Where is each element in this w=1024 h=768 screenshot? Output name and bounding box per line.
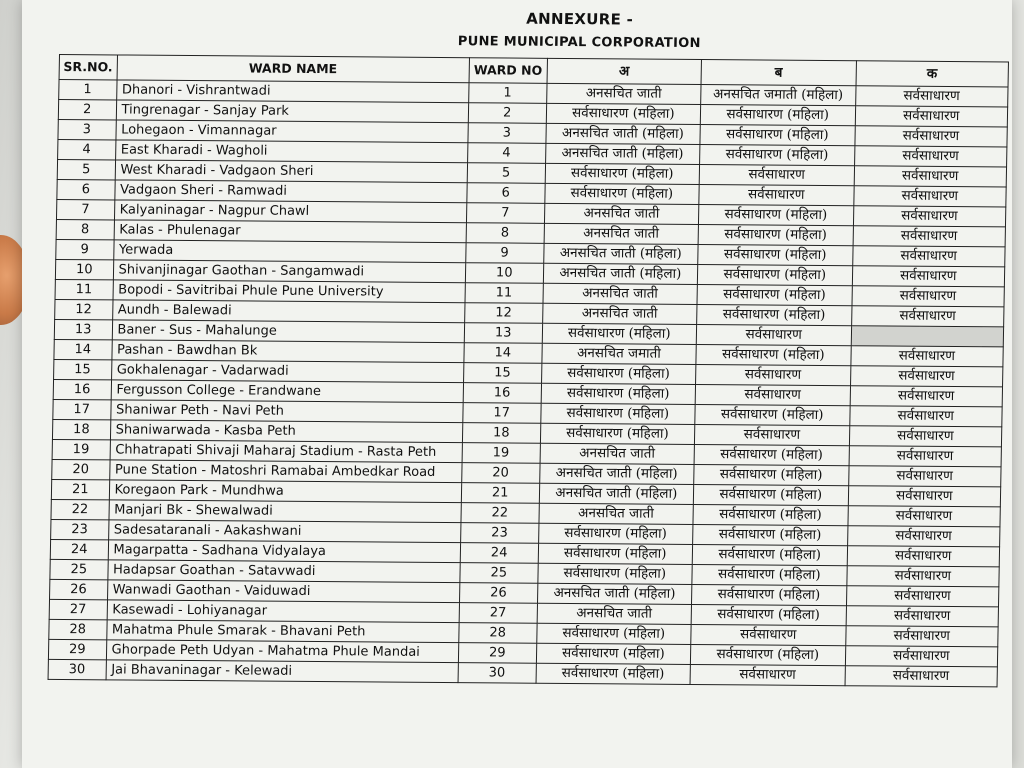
cell-sr-no: 4: [58, 139, 116, 159]
cell-ward-name: Magarpatta - Sadhana Vidyalaya: [108, 540, 461, 563]
cell-ward-no: 7: [466, 203, 544, 224]
column-header-ward-name: WARD NAME: [117, 55, 470, 83]
cell-category-c: सर्वसाधारण: [849, 406, 1002, 427]
cell-category-b: सर्वसाधारण: [691, 624, 846, 645]
cell-sr-no: 8: [56, 219, 114, 239]
cell-category-c: सर्वसाधारण: [851, 306, 1004, 327]
cell-ward-no: 14: [464, 343, 542, 364]
cell-category-b: सर्वसाधारण (महिला): [693, 524, 848, 545]
cell-sr-no: 23: [51, 519, 109, 539]
cell-sr-no: 13: [54, 319, 112, 339]
cell-ward-name: Wanwadi Gaothan - Vaiduwadi: [107, 580, 460, 603]
cell-category-a: अनसचित जाती: [546, 83, 701, 104]
cell-category-c: सर्वसाधारण: [845, 666, 998, 687]
cell-category-b: सर्वसाधारण (महिला): [692, 544, 847, 565]
cell-sr-no: 5: [57, 159, 115, 179]
cell-sr-no: 15: [54, 359, 112, 379]
cell-category-c: [851, 326, 1004, 347]
cell-category-b: सर्वसाधारण: [699, 185, 854, 206]
cell-ward-no: 18: [462, 423, 540, 444]
cell-ward-no: 13: [464, 323, 542, 344]
cell-ward-name: Koregaon Park - Mundhwa: [109, 480, 462, 503]
annexure-document: [46, 0, 1020, 747]
column-header-b: ब: [701, 60, 856, 86]
cell-category-a: अनसचित जाती (महिला): [539, 463, 694, 484]
cell-ward-name: Lohegaon - Vimannagar: [115, 120, 468, 143]
cell-sr-no: 10: [55, 259, 113, 279]
cell-category-a: सर्वसाधारण (महिला): [546, 103, 701, 124]
cell-category-c: सर्वसाधारण: [849, 426, 1002, 447]
cell-category-b: सर्वसाधारण (महिला): [698, 245, 853, 266]
cell-category-b: सर्वसाधारण (महिला): [697, 305, 852, 326]
cell-ward-no: 2: [468, 103, 546, 124]
cell-ward-no: 11: [465, 283, 543, 304]
cell-ward-no: 16: [463, 383, 541, 404]
cell-category-b: सर्वसाधारण (महिला): [697, 265, 852, 286]
cell-ward-no: 27: [459, 603, 537, 624]
cell-category-b: सर्वसाधारण (महिला): [693, 504, 848, 525]
cell-sr-no: 9: [56, 239, 114, 259]
cell-category-b: सर्वसाधारण (महिला): [700, 145, 855, 166]
column-header-a: अ: [547, 58, 702, 84]
cell-ward-name: East Kharadi - Wagholi: [115, 140, 468, 163]
cell-ward-no: 5: [467, 163, 545, 184]
cell-category-b: अनसचित जमाती (महिला): [701, 85, 856, 106]
cell-ward-no: 23: [460, 523, 538, 544]
cell-ward-no: 4: [467, 143, 545, 164]
cell-category-a: सर्वसाधारण (महिला): [544, 183, 699, 204]
cell-sr-no: 22: [51, 499, 109, 519]
cell-ward-no: 22: [461, 503, 539, 524]
cell-sr-no: 14: [54, 339, 112, 359]
cell-sr-no: 19: [52, 439, 110, 459]
cell-category-c: सर्वसाधारण: [848, 486, 1001, 507]
cell-ward-no: 12: [464, 303, 542, 324]
cell-sr-no: 12: [55, 299, 113, 319]
cell-sr-no: 20: [52, 459, 110, 479]
cell-ward-name: Shaniwarwada - Kasba Peth: [110, 420, 463, 443]
cell-sr-no: 3: [58, 119, 116, 139]
cell-category-b: सर्वसाधारण (महिला): [698, 225, 853, 246]
cell-ward-name: Hadapsar Goathan - Satavwadi: [107, 560, 460, 583]
cell-category-a: सर्वसाधारण (महिला): [536, 643, 691, 664]
cell-category-b: सर्वसाधारण (महिला): [696, 345, 851, 366]
cell-category-c: सर्वसाधारण: [855, 106, 1008, 127]
cell-sr-no: 30: [48, 659, 106, 679]
cell-sr-no: 7: [56, 199, 114, 219]
cell-ward-name: Yerwada: [113, 240, 466, 263]
cell-category-c: सर्वसाधारण: [845, 626, 998, 647]
column-header-sr-no: SR.NO.: [59, 54, 117, 79]
cell-category-b: सर्वसाधारण: [696, 365, 851, 386]
cell-sr-no: 17: [53, 399, 111, 419]
cell-sr-no: 24: [50, 539, 108, 559]
cell-sr-no: 18: [52, 419, 110, 439]
cell-category-c: सर्वसाधारण: [846, 566, 999, 587]
cell-category-c: सर्वसाधारण: [855, 86, 1008, 107]
column-header-c: क: [856, 61, 1009, 87]
cell-category-c: सर्वसाधारण: [853, 206, 1006, 227]
ward-reservation-table: [48, 54, 1009, 687]
cell-category-c: सर्वसाधारण: [847, 506, 1000, 527]
cell-sr-no: 6: [57, 179, 115, 199]
cell-ward-no: 9: [466, 243, 544, 264]
cell-ward-name: Fergusson College - Erandwane: [111, 380, 464, 403]
cell-category-c: सर्वसाधारण: [850, 366, 1003, 387]
cell-category-c: सर्वसाधारण: [852, 246, 1005, 267]
cell-category-b: सर्वसाधारण (महिला): [691, 604, 846, 625]
cell-sr-no: 29: [48, 639, 106, 659]
cell-category-a: सर्वसाधारण (महिला): [538, 523, 693, 544]
cell-category-a: अनसचित जाती (महिला): [537, 583, 692, 604]
cell-sr-no: 27: [49, 599, 107, 619]
cell-ward-no: 24: [460, 543, 538, 564]
document-subtitle: PUNE MUNICIPAL CORPORATION: [457, 34, 701, 52]
cell-category-b: सर्वसाधारण (महिला): [700, 105, 855, 126]
cell-category-a: सर्वसाधारण (महिला): [541, 363, 696, 384]
cell-ward-no: 6: [467, 183, 545, 204]
cell-category-c: सर्वसाधारण: [849, 446, 1002, 467]
cell-category-c: सर्वसाधारण: [851, 286, 1004, 307]
table-body: [48, 79, 1008, 686]
cell-ward-no: 15: [463, 363, 541, 384]
cell-ward-name: Jai Bhavaninagar - Kelewadi: [106, 660, 459, 683]
cell-ward-no: 20: [462, 463, 540, 484]
cell-category-a: सर्वसाधारण (महिला): [540, 423, 695, 444]
cell-category-c: सर्वसाधारण: [846, 586, 999, 607]
cell-ward-no: 10: [465, 263, 543, 284]
cell-ward-name: Kalas - Phulenagar: [114, 220, 467, 243]
cell-ward-name: Kalyaninagar - Nagpur Chawl: [114, 200, 467, 223]
cell-ward-name: Kasewadi - Lohiyanagar: [107, 600, 460, 623]
cell-category-b: सर्वसाधारण (महिला): [699, 205, 854, 226]
cell-category-a: सर्वसाधारण (महिला): [540, 403, 695, 424]
cell-category-a: अनसचित जाती (महिला): [539, 483, 694, 504]
cell-category-c: सर्वसाधारण: [853, 226, 1006, 247]
cell-ward-name: Pune Station - Matoshri Ramabai Ambedkar Road: [109, 460, 462, 483]
cell-ward-no: 19: [462, 443, 540, 464]
cell-ward-name: Baner - Sus - Mahalunge: [112, 320, 465, 343]
cell-ward-name: Mahatma Phule Smarak - Bhavani Peth: [106, 620, 459, 643]
cell-category-b: सर्वसाधारण: [694, 424, 849, 445]
cell-category-a: सर्वसाधारण (महिला): [545, 163, 700, 184]
cell-category-b: सर्वसाधारण (महिला): [694, 444, 849, 465]
cell-ward-name: Shivanjinagar Gaothan - Sangamwadi: [113, 260, 466, 283]
cell-category-a: सर्वसाधारण (महिला): [541, 383, 696, 404]
cell-sr-no: 11: [55, 279, 113, 299]
cell-category-b: सर्वसाधारण: [696, 325, 851, 346]
cell-sr-no: 1: [59, 79, 117, 99]
cell-category-c: सर्वसाधारण: [847, 526, 1000, 547]
cell-sr-no: 16: [53, 379, 111, 399]
cell-category-c: सर्वसाधारण: [846, 606, 999, 627]
cell-category-b: सर्वसाधारण (महिला): [700, 125, 855, 146]
cell-category-a: सर्वसाधारण (महिला): [538, 543, 693, 564]
cell-sr-no: 25: [50, 559, 108, 579]
cell-ward-name: Gokhalenagar - Vadarwadi: [111, 360, 464, 383]
cell-category-b: सर्वसाधारण (महिला): [690, 644, 845, 665]
cell-category-a: सर्वसाधारण (महिला): [542, 323, 697, 344]
cell-category-c: सर्वसाधारण: [845, 646, 998, 667]
cell-ward-no: 21: [461, 483, 539, 504]
cell-ward-no: 28: [459, 623, 537, 644]
cell-ward-name: Pashan - Bawdhan Bk: [111, 340, 464, 363]
cell-category-a: अनसचित जाती: [544, 223, 699, 244]
cell-category-c: सर्वसाधारण: [847, 546, 1000, 567]
paper-sheet: [22, 0, 1012, 768]
cell-ward-no: 3: [468, 123, 546, 144]
cell-category-a: अनसचित जमाती: [541, 343, 696, 364]
cell-category-b: सर्वसाधारण (महिला): [697, 285, 852, 306]
cell-category-a: अनसचित जाती: [543, 283, 698, 304]
cell-category-c: सर्वसाधारण: [848, 466, 1001, 487]
cell-ward-name: West Kharadi - Vadgaon Sheri: [115, 160, 468, 183]
cell-category-c: सर्वसाधारण: [853, 186, 1006, 207]
cell-category-a: सर्वसाधारण (महिला): [536, 663, 691, 684]
cell-sr-no: 26: [50, 579, 108, 599]
cell-category-a: अनसचित जाती (महिला): [543, 243, 698, 264]
cell-category-b: सर्वसाधारण (महिला): [695, 405, 850, 426]
column-header-ward-no: WARD NO: [469, 58, 547, 84]
cell-category-b: सर्वसाधारण (महिला): [693, 484, 848, 505]
cell-category-a: सर्वसाधारण (महिला): [537, 563, 692, 584]
cell-sr-no: 2: [58, 99, 116, 119]
cell-ward-no: 8: [466, 223, 544, 244]
cell-ward-name: Aundh - Balewadi: [112, 300, 465, 323]
cell-category-c: सर्वसाधारण: [852, 266, 1005, 287]
cell-ward-no: 29: [458, 643, 536, 664]
cell-sr-no: 28: [49, 619, 107, 639]
cell-ward-name: Sadesataranali - Aakashwani: [108, 520, 461, 543]
cell-category-a: अनसचित जाती: [539, 503, 694, 524]
cell-ward-no: 26: [459, 583, 537, 604]
cell-category-b: सर्वसाधारण (महिला): [692, 584, 847, 605]
cell-category-b: सर्वसाधारण: [695, 385, 850, 406]
cell-category-a: अनसचित जाती: [544, 203, 699, 224]
cell-category-c: सर्वसाधारण: [854, 126, 1007, 147]
cell-ward-name: Vadgaon Sheri - Ramwadi: [114, 180, 467, 203]
cell-category-b: सर्वसाधारण: [699, 165, 854, 186]
cell-category-a: सर्वसाधारण (महिला): [536, 623, 691, 644]
cell-category-a: अनसचित जाती (महिला): [543, 263, 698, 284]
document-title: ANNEXURE -: [526, 9, 634, 29]
cell-category-a: अनसचित जाती (महिला): [546, 123, 701, 144]
cell-category-c: सर्वसाधारण: [854, 166, 1007, 187]
cell-category-a: अनसचित जाती: [540, 443, 695, 464]
cell-category-b: सर्वसाधारण (महिला): [692, 564, 847, 585]
cell-category-c: सर्वसाधारण: [850, 386, 1003, 407]
cell-ward-no: 1: [469, 83, 547, 104]
cell-category-a: अनसचित जाती: [542, 303, 697, 324]
cell-ward-name: Manjari Bk - Shewalwadi: [109, 500, 462, 523]
cell-ward-no: 17: [463, 403, 541, 424]
cell-ward-name: Bopodi - Savitribai Phule Pune University: [113, 280, 466, 303]
cell-category-c: सर्वसाधारण: [854, 146, 1007, 167]
cell-ward-name: Chhatrapati Shivaji Maharaj Stadium - Rasta Peth: [110, 440, 463, 463]
cell-ward-name: Dhanori - Vishrantwadi: [116, 80, 469, 103]
cell-category-c: सर्वसाधारण: [850, 346, 1003, 367]
cell-ward-name: Tingrenagar - Sanjay Park: [116, 100, 469, 123]
cell-ward-name: Ghorpade Peth Udyan - Mahatma Phule Mandai: [106, 640, 459, 663]
cell-ward-no: 25: [460, 563, 538, 584]
cell-category-b: सर्वसाधारण (महिला): [694, 464, 849, 485]
cell-sr-no: 21: [51, 479, 109, 499]
cell-category-b: सर्वसाधारण: [690, 664, 845, 685]
cell-category-a: अनसचित जाती (महिला): [545, 143, 700, 164]
cell-category-a: अनसचित जाती: [537, 603, 692, 624]
cell-ward-name: Shaniwar Peth - Navi Peth: [110, 400, 463, 423]
cell-ward-no: 30: [458, 663, 536, 684]
